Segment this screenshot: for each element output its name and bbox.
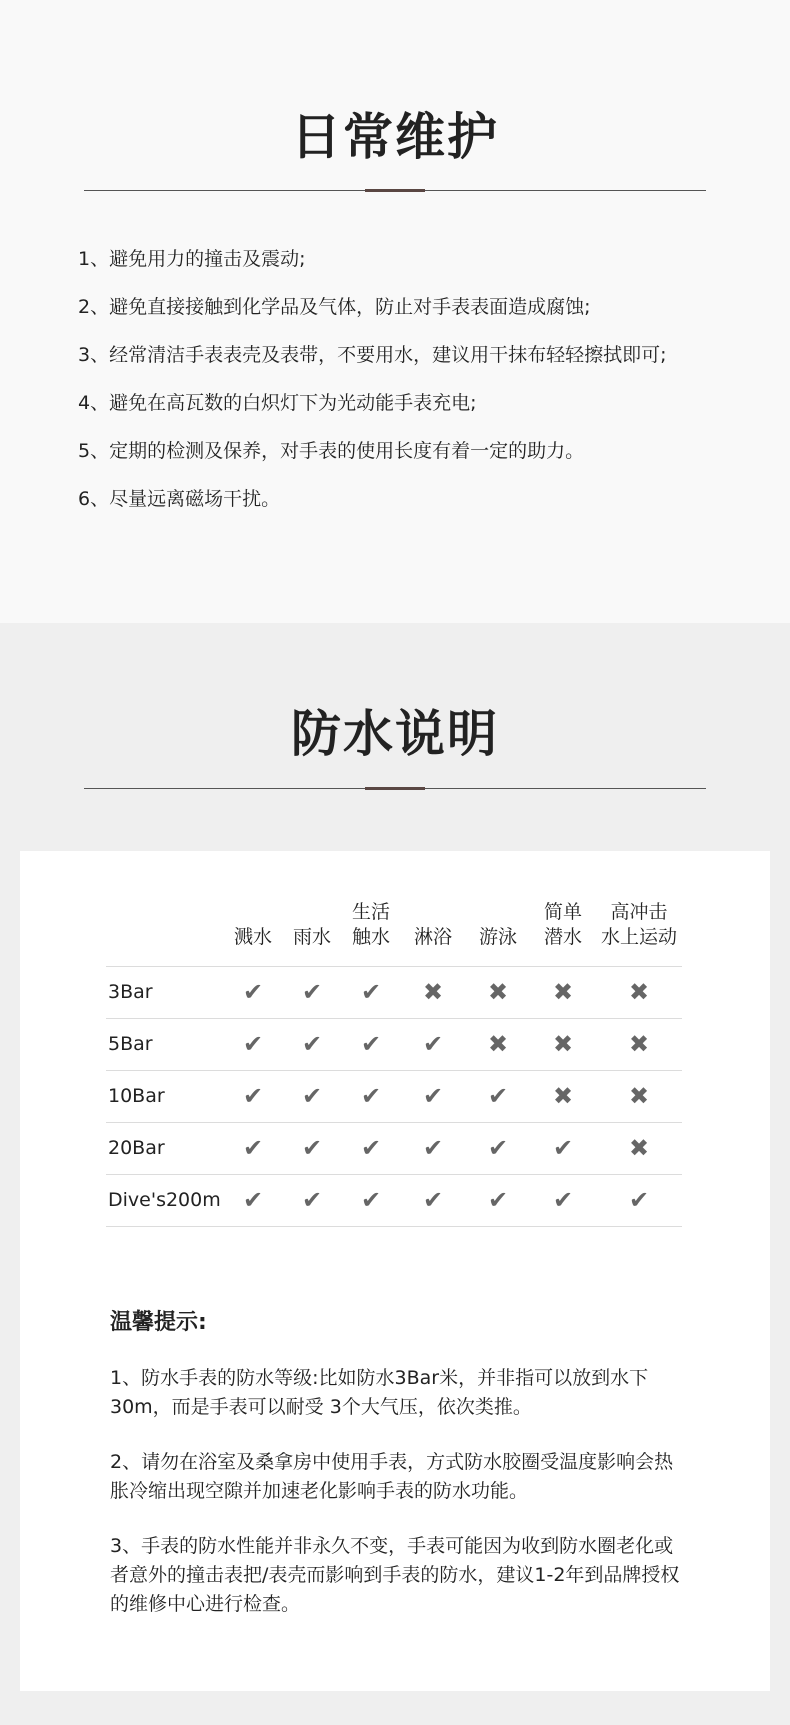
column-header <box>282 896 342 966</box>
table-cell <box>342 1174 400 1226</box>
table-cell <box>530 1174 596 1226</box>
cross-icon: ✖ <box>628 1029 650 1058</box>
check-icon: ✔ <box>360 1185 382 1214</box>
cross-icon: ✖ <box>628 977 650 1006</box>
table-cell <box>530 1122 596 1174</box>
title-divider-accent <box>365 189 425 192</box>
check-icon: ✔ <box>301 977 323 1006</box>
column-header-line: 溅水 <box>233 925 272 948</box>
column-header-line: 游泳 <box>478 925 517 948</box>
table-cell <box>400 1018 466 1070</box>
table-cell <box>224 1018 282 1070</box>
table-cell <box>596 1070 682 1122</box>
tip-item: 3、手表的防水性能并非永久不变，手表可能因为收到防水圈老化或者意外的撞击表把/表壳而影响到手表的防水，建议1-2年到品牌授权的维修中心进行检查。 <box>110 1535 680 1615</box>
tip-item: 2、请勿在浴室及桑拿房中使用手表，方式防水胶圈受温度影响会热胀冷缩出现空隙并加速老化影响手表的防水功能。 <box>110 1451 674 1502</box>
column-header-line: 水上运动 <box>600 925 677 948</box>
table-cell <box>400 1174 466 1226</box>
table-cell <box>342 966 400 1018</box>
daily-care-section <box>0 0 790 623</box>
check-icon: ✔ <box>422 1081 444 1110</box>
column-header-line: 淋浴 <box>413 925 452 948</box>
table-cell <box>466 1174 530 1226</box>
table-cell <box>530 966 596 1018</box>
cross-icon: ✖ <box>552 1081 574 1110</box>
check-icon: ✔ <box>301 1133 323 1162</box>
table-cell <box>224 1174 282 1226</box>
tips-title: 温馨提示: <box>110 1310 207 1335</box>
column-header <box>224 896 282 966</box>
table-cell <box>342 1018 400 1070</box>
check-icon: ✔ <box>552 1185 574 1214</box>
cross-icon: ✖ <box>628 1081 650 1110</box>
check-icon: ✔ <box>487 1133 509 1162</box>
title-divider-accent <box>365 787 425 790</box>
table-cell <box>596 966 682 1018</box>
table-cell <box>466 1018 530 1070</box>
table-cell <box>342 1070 400 1122</box>
column-header-line: 触水 <box>351 925 390 948</box>
care-item: 3、经常清洁手表表壳及表带，不要用水，建议用干抹布轻轻擦拭即可; <box>78 344 667 366</box>
rating-label: 10Bar <box>106 1070 224 1122</box>
waterproof-table <box>106 896 682 1227</box>
table-cell <box>466 966 530 1018</box>
check-icon: ✔ <box>301 1081 323 1110</box>
table-cell <box>400 966 466 1018</box>
table-header-row <box>106 896 682 966</box>
column-header <box>466 896 530 966</box>
check-icon: ✔ <box>360 1029 382 1058</box>
table-row <box>106 1070 682 1122</box>
care-item: 1、避免用力的撞击及震动; <box>78 248 306 270</box>
column-header <box>596 896 682 966</box>
cross-icon: ✖ <box>552 1029 574 1058</box>
tip-item: 1、防水手表的防水等级:比如防水3Bar米，并非指可以放到水下30m，而是手表可以耐受 3个大气压，依次类推。 <box>110 1367 649 1418</box>
check-icon: ✔ <box>301 1185 323 1214</box>
column-header <box>530 896 596 966</box>
table-cell <box>530 1070 596 1122</box>
column-header <box>342 896 400 966</box>
check-icon: ✔ <box>360 1133 382 1162</box>
check-icon: ✔ <box>301 1029 323 1058</box>
care-item: 2、避免直接接触到化学品及气体，防止对手表表面造成腐蚀; <box>78 296 591 318</box>
rating-label: 3Bar <box>106 966 224 1018</box>
table-cell <box>596 1174 682 1226</box>
care-item: 4、避免在高瓦数的白炽灯下为光动能手表充电; <box>78 392 477 414</box>
rating-label: 5Bar <box>106 1018 224 1070</box>
waterproof-title: 防水说明 <box>291 705 499 763</box>
table-cell <box>224 966 282 1018</box>
check-icon: ✔ <box>242 1029 264 1058</box>
table-cell <box>224 1070 282 1122</box>
cross-icon: ✖ <box>628 1133 650 1162</box>
column-header-line: 简单 <box>543 900 582 923</box>
column-header <box>400 896 466 966</box>
column-header-line: 雨水 <box>292 925 331 948</box>
cross-icon: ✖ <box>552 977 574 1006</box>
table-row <box>106 966 682 1018</box>
check-icon: ✔ <box>242 1081 264 1110</box>
table-cell <box>224 1122 282 1174</box>
cross-icon: ✖ <box>422 977 444 1006</box>
care-item: 5、定期的检测及保养，对手表的使用长度有着一定的助力。 <box>78 440 585 462</box>
table-cell <box>400 1122 466 1174</box>
check-icon: ✔ <box>422 1029 444 1058</box>
table-row <box>106 1122 682 1174</box>
rating-label: Dive's200m <box>106 1174 224 1226</box>
care-item: 6、尽量远离磁场干扰。 <box>78 488 281 510</box>
check-icon: ✔ <box>552 1133 574 1162</box>
column-header-line: 潜水 <box>543 925 582 948</box>
daily-care-list <box>78 247 778 535</box>
table-cell <box>596 1122 682 1174</box>
daily-care-title: 日常维护 <box>291 108 499 166</box>
table-row <box>106 1174 682 1226</box>
tips-list <box>110 1364 685 1645</box>
table-cell <box>596 1018 682 1070</box>
cross-icon: ✖ <box>487 1029 509 1058</box>
table-row <box>106 1018 682 1070</box>
check-icon: ✔ <box>242 1133 264 1162</box>
cross-icon: ✖ <box>487 977 509 1006</box>
check-icon: ✔ <box>242 977 264 1006</box>
column-header-line: 高冲击 <box>610 900 668 923</box>
table-cell <box>282 966 342 1018</box>
table-cell <box>466 1122 530 1174</box>
table-cell <box>282 1122 342 1174</box>
table-cell <box>282 1018 342 1070</box>
table-cell <box>530 1018 596 1070</box>
table-cell <box>400 1070 466 1122</box>
table-cell <box>466 1070 530 1122</box>
check-icon: ✔ <box>487 1185 509 1214</box>
check-icon: ✔ <box>360 977 382 1006</box>
table-cell <box>282 1174 342 1226</box>
check-icon: ✔ <box>422 1133 444 1162</box>
column-header-line: 生活 <box>351 900 390 923</box>
check-icon: ✔ <box>360 1081 382 1110</box>
header-corner <box>106 896 224 966</box>
check-icon: ✔ <box>487 1081 509 1110</box>
rating-label: 20Bar <box>106 1122 224 1174</box>
check-icon: ✔ <box>628 1185 650 1214</box>
table-cell <box>282 1070 342 1122</box>
check-icon: ✔ <box>242 1185 264 1214</box>
table-cell <box>342 1122 400 1174</box>
check-icon: ✔ <box>422 1185 444 1214</box>
